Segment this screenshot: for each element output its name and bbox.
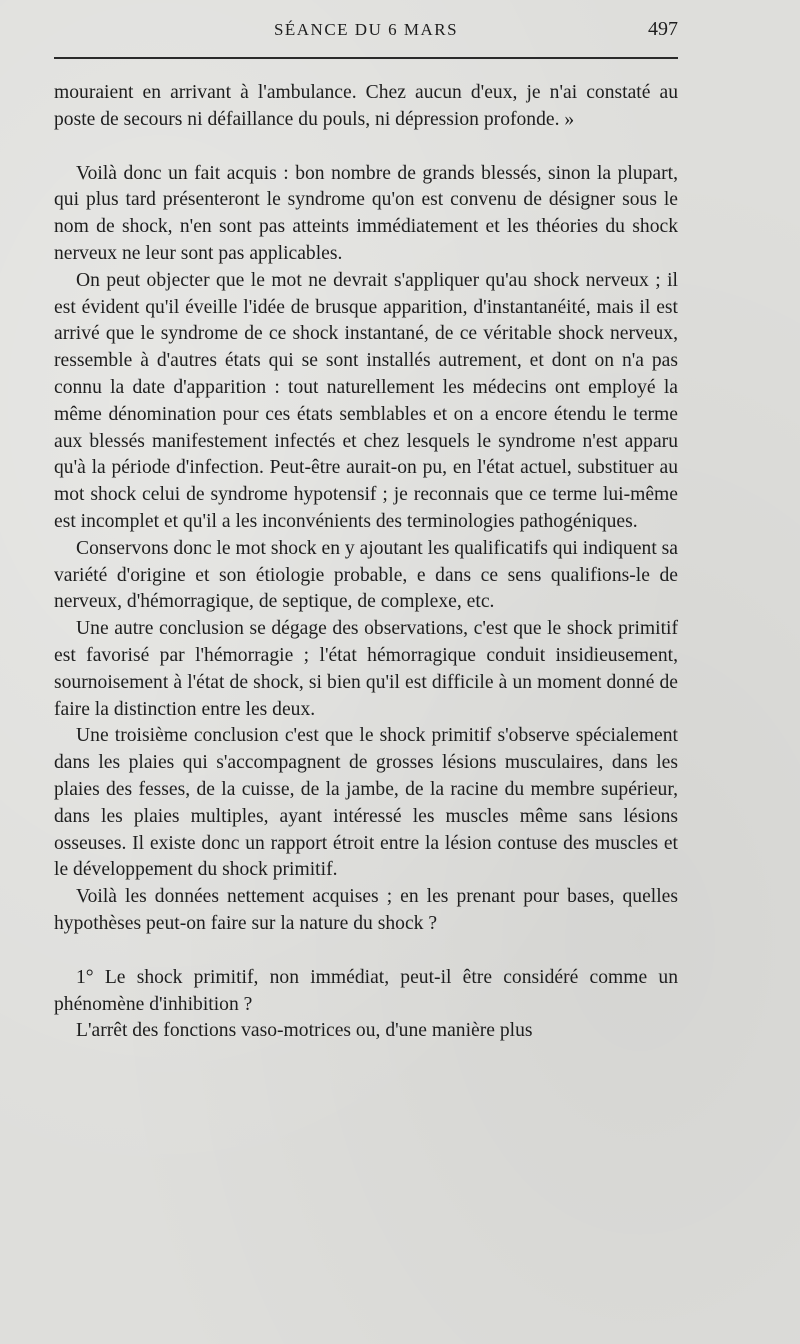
running-header	[54, 18, 678, 48]
header-rule	[54, 57, 678, 59]
body-text	[54, 80, 678, 1045]
page-number: 497	[648, 18, 678, 40]
paragraph: On peut objecter que le mot ne devrait s'appliquer qu'au shock nerveux ; il est évident qu'il éveille l'idée de brusque apparition, d'instantanéité, mais il est arrivé que le syndrome de ce shock instantané, de ce véritable shock nerveux, ressemble à d'autres états qui se sont installés autrement, et dont on n'a pas connu la date d'apparition : tout naturellement les médecins ont employé la même dénomination pour ces états semblables et on a encore étendu le terme aux blessés manifestement infectés et chez lesquels le syndrome n'est apparu qu'à la période d'infection. Peut-être aurait-on pu, en l'état actuel, substituer au mot shock celui de syndrome hypotensif ; je reconnais que ce terme lui-même est incomplet et qu'il a les inconvénients des terminologies pathogéniques.	[54, 269, 678, 532]
paragraph: mouraient en arrivant à l'ambulance. Chez aucun d'eux, je n'ai constaté au poste de secours ni défaillance du pouls, ni dépression profonde. »	[54, 82, 678, 130]
paragraph: 1° Le shock primitif, non immédiat, peut-il être considéré comme un phénomène d'inhibition ?	[54, 966, 678, 1015]
paragraph: Voilà les données nettement acquises ; en les prenant pour bases, quelles hypothèses peut-on faire sur la nature du shock ?	[54, 886, 678, 934]
paragraph: Voilà donc un fait acquis : bon nombre de grands blessés, sinon la plupart, qui plus tard présenteront le syndrome qu'on est convenu de désigner sous le nom de shock, n'en sont pas atteints immédiatement et les théories du shock nerveux ne leur sont pas applicables.	[54, 162, 678, 264]
paragraph: L'arrêt des fonctions vaso-motrices ou, d'une manière plus	[76, 1020, 533, 1042]
header-title: SÉANCE DU 6 MARS	[273, 20, 459, 39]
paragraph: Conservons donc le mot shock en y ajoutant les qualificatifs qui indiquent sa variété d'origine et son étiologie probable, e dans ce sens qualifions-le de nerveux, d'hémorragique, de septique, de complexe, etc.	[54, 537, 678, 613]
paragraph: Une troisième conclusion c'est que le shock primitif s'observe spécialement dans les plaies qui s'accompagnent de grosses lésions musculaires, dans les plaies des fesses, de la cuisse, de la jambe, de la racine du membre supérieur, dans les plaies multiples, ayant intéressé les muscles même sans lésions osseuses. Il existe donc un rapport étroit entre la lésion contuse des muscles et le développement du shock primitif.	[54, 725, 678, 881]
paragraph: Une autre conclusion se dégage des observations, c'est que le shock primitif est favorisé par l'hémorragie ; l'état hémorragique conduit insidieusement, sournoisement à l'état de shock, si bien qu'il est difficile à un moment donné de faire la distinction entre les deux.	[54, 618, 678, 720]
